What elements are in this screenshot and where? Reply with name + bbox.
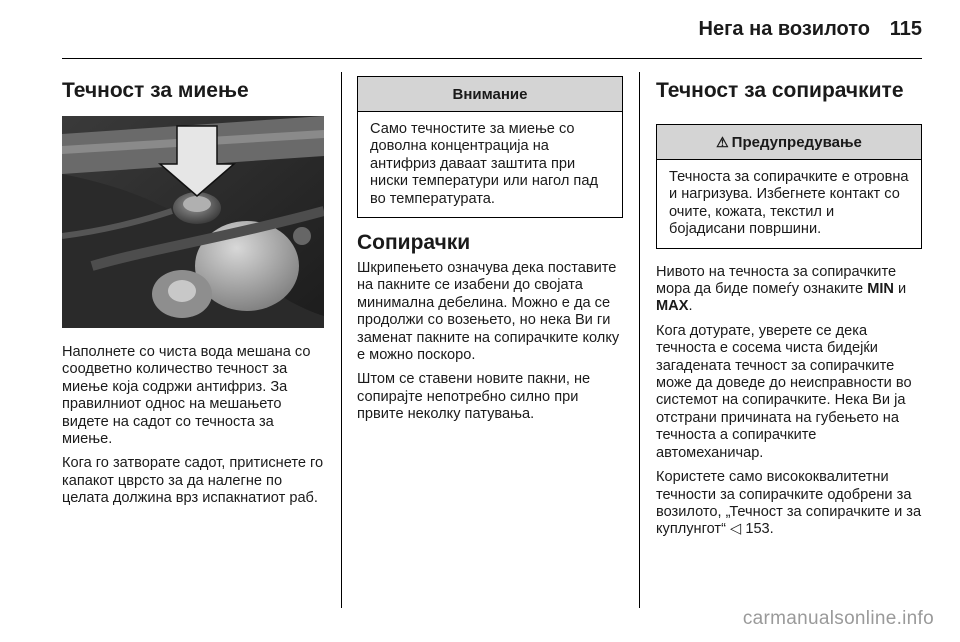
warning-triangle-icon: ⚠ bbox=[716, 134, 729, 150]
column-brakes bbox=[357, 72, 623, 431]
column-divider-1 bbox=[341, 72, 342, 608]
warning-box bbox=[656, 124, 922, 249]
brake-fluid-para-3 bbox=[656, 469, 922, 539]
header-rule bbox=[62, 58, 922, 59]
brake-fluid-para-1 bbox=[656, 264, 922, 316]
para1-and: и bbox=[893, 281, 907, 298]
warning-title: Предупредување bbox=[731, 134, 862, 151]
column-divider-2 bbox=[639, 72, 640, 608]
header-title: Нега на возилото bbox=[698, 18, 870, 40]
brake-fluid-para-2: Кога дотурате, уверете се дека течноста е сосема чиста бидејќи загадената течност за сопирачките може да доведе до неисправности во системот на сопирачките. Нека Ви ја отстрани причината на губењето на течноста а сопирачките автомеханичар. bbox=[656, 322, 912, 461]
para1-start: Нивото на течноста за сопирачките мора да биде помеѓу ознаките bbox=[656, 263, 897, 298]
warning-header bbox=[657, 125, 921, 160]
column-washer-fluid bbox=[62, 72, 324, 515]
heading-brakes: Сопирачки bbox=[357, 231, 471, 255]
warning-text: Течноста за сопирачките е отровна и нагризува. Избегнете контакт со очите, кожата, текстил и бојадисани површини. bbox=[669, 169, 909, 238]
para3-text: Користете само висококвалитетни течности за сопирачките одобрени за возилото, „Течност за сопирачките и за куплунгот“ bbox=[656, 469, 922, 538]
page-ref-arrow-icon: ◁ bbox=[730, 521, 742, 538]
max-mark: MAX bbox=[656, 298, 689, 315]
column-brake-fluid bbox=[656, 72, 922, 546]
washer-fluid-para-2: Кога го затворате садот, притиснете го капакот цврсто за да налегне по целата должина врз испакнатиот раб. bbox=[62, 455, 324, 507]
washer-fluid-para-1: Наполнете со чиста вода мешана со соодветно количество течност за миење која содржи антифриз. За правилниот однос на мешањето видете на садот со течноста за миење. bbox=[62, 344, 311, 448]
notice-box bbox=[357, 76, 623, 218]
page-number: 115 bbox=[889, 18, 922, 40]
engine-bay-photo bbox=[62, 116, 324, 328]
brakes-para-2: Штом се ставени новите пакни, не сопирајте непотребно силно при првите неколку патувања. bbox=[357, 371, 591, 423]
notice-body bbox=[358, 112, 622, 217]
min-mark: MIN bbox=[867, 281, 894, 298]
para1-end: . bbox=[688, 298, 693, 315]
warning-body bbox=[657, 160, 921, 248]
watermark: carmanualsonline.info bbox=[742, 608, 934, 629]
notice-text: Само течностите за миење со доволна концентрација на антифриз даваат заштита при ниски температури или нагол пад во температурата. bbox=[370, 121, 598, 207]
engine-bay-illustration bbox=[62, 116, 324, 328]
notice-title: Внимание bbox=[358, 77, 622, 112]
heading-brake-fluid: Течност за сопирачките bbox=[656, 79, 904, 102]
brakes-para-1: Шкрипењето означува дека поставите на пакните се изабени до својата минимална дебелина. Можно е да се продолжи со возењето, но нека Ви ги заменат пакните на сопирачките колку е можно поскоро. bbox=[357, 260, 620, 364]
page-ref[interactable]: 153. bbox=[745, 521, 774, 538]
page-header bbox=[0, 0, 960, 60]
heading-washer-fluid: Течност за миење bbox=[62, 79, 249, 102]
